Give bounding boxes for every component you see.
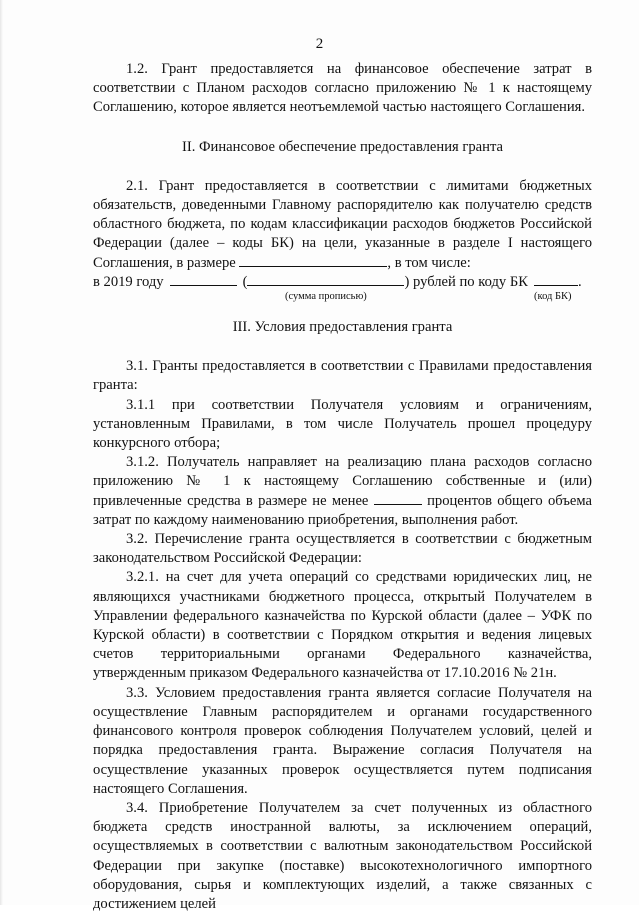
section-2-heading: II. Финансовое обеспечение предоставления гранта xyxy=(182,138,503,155)
rubles-code-text: ) рублей по коду БК xyxy=(404,273,528,290)
paragraph-3-1-1: 3.1.1 при соответствии Получателя условиям и ограничениям, установленным Правилами, в том числе Получатель прошел процедуру конкурсного отбора; xyxy=(93,396,592,452)
paragraph-3-4: 3.4. Приобретение Получателем за счет полученных из областного бюджета средств иностранной валюты, за исключением операций, осуществляемых в соответствии с валютным законодательством Российской Федерации при закупке (поставке) высокотехнологичного импортного оборудования, сырья и комплектующих изделий, а также связанных с достижением целей xyxy=(93,799,592,912)
paragraph-3-1-2-a: 3.1.2. Получатель направляет на реализацию плана расходов согласно приложению № 1 к настоящему Соглашению собственные и (или) привлеченные средства в размере не менее xyxy=(93,454,592,509)
line-end: . xyxy=(577,273,582,290)
caption-code: (код БК) xyxy=(534,291,572,303)
open-paren: ( xyxy=(242,273,248,290)
percent-blank xyxy=(374,503,422,505)
code-blank xyxy=(534,284,578,286)
paragraph-2-1 xyxy=(93,177,592,273)
year-line xyxy=(93,273,592,292)
caption-amount-words: (сумма прописью) xyxy=(285,291,367,303)
paragraph-2-1-tail: , в том числе: xyxy=(387,254,471,271)
paragraph-3-1-2-b: процентов общего объема затрат по каждому наименованию приобретения, выполнения работ. xyxy=(93,492,592,528)
document-body xyxy=(93,60,592,914)
paragraph-3-1-2 xyxy=(93,453,592,530)
year-amount-blank xyxy=(170,284,237,286)
paragraph-2-1-text: 2.1. Грант предоставляется в соответствии с лимитами бюджетных обязательств, доведенными Главному распорядителю как получателю средств областного бюджета, по кодам классификации расходов бюджетов Российской Федерации (далее – коды БК) на цели, указанные в разделе I настоящего Соглашения, в размере xyxy=(93,177,592,271)
paragraph-3-2: 3.2. Перечисление гранта осуществляется в соответствии с бюджетным законодательством Российской Федерации: xyxy=(93,531,592,567)
paragraph-3-1: 3.1. Гранты предоставляется в соответствии с Правилами предоставления гранта: xyxy=(93,358,592,394)
paragraph-1-2: 1.2. Грант предоставляется на финансовое обеспечение затрат в соответствии с Планом расходов согласно приложению № 1 к настоящему Соглашению, которое является неотъемлемой частью настоящего Соглашения. xyxy=(93,61,592,116)
section-3-heading: III. Условия предоставления гранта xyxy=(232,319,453,336)
paragraph-3-3: 3.3. Условием предоставления гранта является согласие Получателя на осуществление Главным распорядителем и органами государственного финансового контроля проверок соблюдения Получателем условий, целей и порядка предоставления гранта. Выражение согласия Получателя на осуществление указанных проверок осуществляется путем подписания настоящего Соглашения. xyxy=(93,684,592,797)
amount-blank xyxy=(239,265,387,267)
page-number: 2 xyxy=(315,36,324,52)
page-edge-shadow xyxy=(0,0,3,905)
year-prefix: в 2019 году xyxy=(93,273,164,290)
blank-captions xyxy=(93,292,592,305)
paragraph-3-2-1: 3.2.1. на счет для учета операций со средствами юридических лиц, не являющихся участниками бюджетного процесса, открытый Получателем в Управлении федерального казначейства по Курской области (далее – УФК по Курской области) в соответствии с Порядком открытия и ведения лицевых счетов территориальными органами Федерального казначейства, утвержденным приказом Федерального казначейства от 17.10.2016 № 21н. xyxy=(93,569,592,682)
amount-words-blank xyxy=(247,284,404,286)
